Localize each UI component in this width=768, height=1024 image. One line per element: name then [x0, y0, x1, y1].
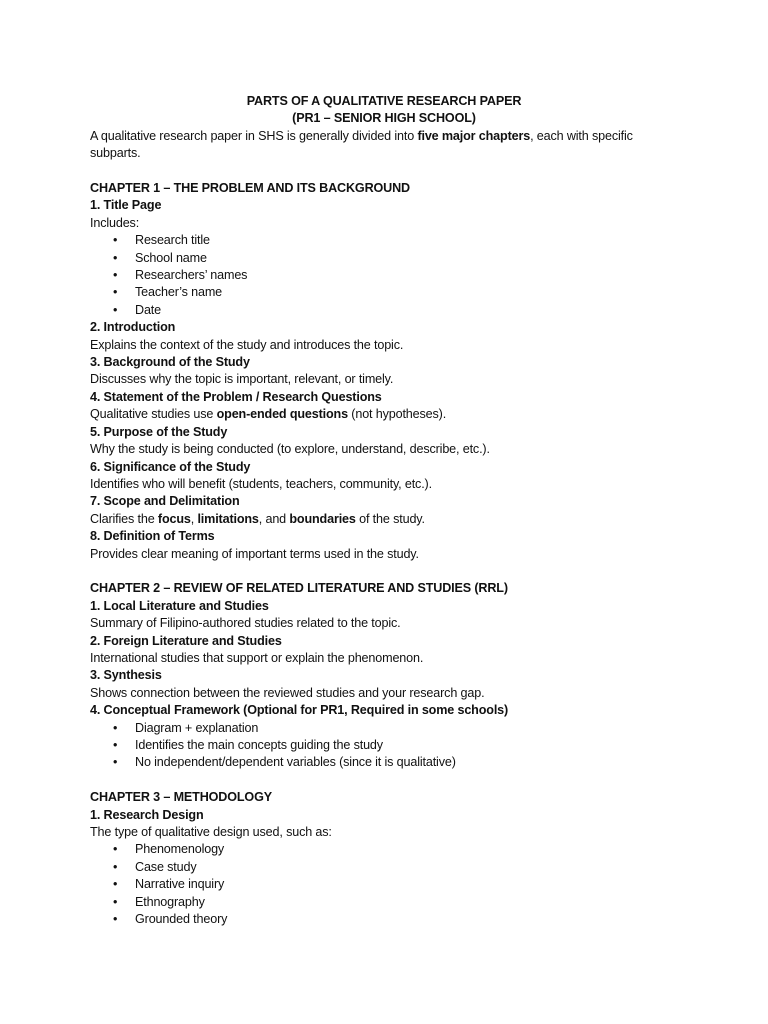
scope-emphasis-limitations: limitations — [197, 511, 259, 526]
introduction-heading: 2. Introduction — [90, 320, 176, 335]
list-item — [90, 876, 678, 893]
list-item — [90, 302, 678, 319]
intro-text-end: , each with specific subparts. — [90, 128, 633, 161]
bullet-icon: • — [113, 842, 118, 857]
bullet-icon: • — [113, 285, 118, 300]
scope-text-1: Clarifies the — [90, 511, 158, 526]
local-literature-heading: 1. Local Literature and Studies — [90, 598, 269, 613]
significance-text: Identifies who will benefit (students, teachers, community, etc.). — [90, 476, 432, 491]
statement-emphasis: open-ended questions — [216, 407, 348, 422]
foreign-literature-heading: 2. Foreign Literature and Studies — [90, 633, 282, 648]
list-item — [90, 841, 678, 858]
chapter2-heading: CHAPTER 2 – REVIEW OF RELATED LITERATURE AND STUDIES (RRL) — [90, 581, 508, 596]
bullet-icon: • — [113, 250, 118, 265]
significance-heading: 6. Significance of the Study — [90, 459, 251, 474]
scope-text-4: of the study. — [355, 511, 425, 526]
list-item-text: Teacher’s name — [135, 285, 223, 300]
list-item — [90, 267, 678, 284]
statement-text-start: Qualitative studies use — [90, 407, 217, 422]
list-item-text: Case study — [135, 859, 197, 874]
list-item — [90, 911, 678, 928]
intro-emphasis: five major chapters — [417, 128, 531, 143]
scope-emphasis-focus: focus — [157, 511, 191, 526]
foreign-literature-text: International studies that support or explain the phenomenon. — [90, 650, 424, 665]
background-heading: 3. Background of the Study — [90, 355, 250, 370]
chapter3-heading: CHAPTER 3 – METHODOLOGY — [90, 790, 272, 805]
list-item — [90, 754, 678, 771]
list-item — [90, 737, 678, 754]
synthesis-text: Shows connection between the reviewed studies and your research gap. — [90, 685, 485, 700]
bullet-icon: • — [113, 268, 118, 283]
list-item-text: School name — [135, 250, 207, 265]
list-item — [90, 720, 678, 737]
scope-heading: 7. Scope and Delimitation — [90, 494, 240, 509]
intro-paragraph — [90, 128, 678, 163]
bullet-icon: • — [113, 302, 118, 317]
bullet-icon: • — [113, 894, 118, 909]
statement-heading: 4. Statement of the Problem / Research Questions — [90, 389, 382, 404]
title-page-heading: 1. Title Page — [90, 198, 162, 213]
document-title-line2: (PR1 – SENIOR HIGH SCHOOL) — [292, 111, 476, 126]
scope-emphasis-boundaries: boundaries — [289, 511, 356, 526]
bullet-icon: • — [113, 859, 118, 874]
spacer — [90, 772, 678, 789]
list-item-text: Date — [135, 302, 162, 317]
definition-heading: 8. Definition of Terms — [90, 529, 215, 544]
list-item-text: Ethnography — [135, 894, 205, 909]
chapter1-heading: CHAPTER 1 – THE PROBLEM AND ITS BACKGROUND — [90, 181, 410, 196]
list-item — [90, 250, 678, 267]
bullet-icon: • — [113, 738, 118, 752]
local-literature-text: Summary of Filipino-authored studies related to the topic. — [90, 616, 401, 631]
research-design-bullet-list — [90, 841, 678, 928]
list-item-text: Researchers’ names — [135, 268, 248, 283]
title-page-text: Includes: — [90, 215, 140, 230]
intro-text-start: A qualitative research paper in SHS is generally divided into — [90, 128, 418, 143]
synthesis-heading: 3. Synthesis — [90, 668, 162, 683]
list-item — [90, 284, 678, 301]
bullet-icon: • — [113, 912, 118, 927]
list-item-text: Phenomenology — [135, 842, 225, 857]
document-title-line1: PARTS OF A QUALITATIVE RESEARCH PAPER — [246, 94, 522, 108]
list-item — [90, 232, 678, 249]
definition-text: Provides clear meaning of important terms used in the study. — [90, 546, 419, 561]
purpose-text: Why the study is being conducted (to explore, understand, describe, etc.). — [90, 442, 490, 457]
bullet-icon: • — [113, 755, 118, 770]
introduction-text: Explains the context of the study and introduces the topic. — [90, 337, 404, 352]
scope-text-2: , — [190, 511, 198, 526]
list-item-text: Grounded theory — [135, 912, 228, 927]
scope-text-3: , and — [258, 511, 290, 526]
list-item-text: Research title — [135, 233, 210, 248]
framework-heading: 4. Conceptual Framework (Optional for PR1, Required in some schools) — [90, 703, 509, 718]
title-page-bullet-list — [90, 232, 678, 319]
bullet-icon: • — [113, 877, 118, 892]
spacer — [90, 563, 678, 580]
purpose-heading: 5. Purpose of the Study — [90, 424, 228, 439]
list-item-text: Diagram + explanation — [135, 720, 259, 735]
research-design-heading: 1. Research Design — [90, 807, 204, 822]
research-design-text: The type of qualitative design used, such as: — [90, 825, 332, 840]
statement-text — [90, 406, 678, 423]
statement-text-end: (not hypotheses). — [347, 407, 447, 422]
list-item — [90, 894, 678, 911]
list-item — [90, 859, 678, 876]
bullet-icon: • — [113, 720, 118, 735]
spacer — [90, 163, 678, 180]
background-text: Discusses why the topic is important, relevant, or timely. — [90, 372, 394, 387]
framework-bullet-list — [90, 720, 678, 772]
list-item-text: Identifies the main concepts guiding the study — [135, 738, 383, 752]
list-item-text: Narrative inquiry — [135, 877, 225, 892]
list-item-text: No independent/dependent variables (since it is qualitative) — [135, 755, 456, 770]
bullet-icon: • — [113, 233, 118, 248]
scope-text — [90, 511, 678, 528]
